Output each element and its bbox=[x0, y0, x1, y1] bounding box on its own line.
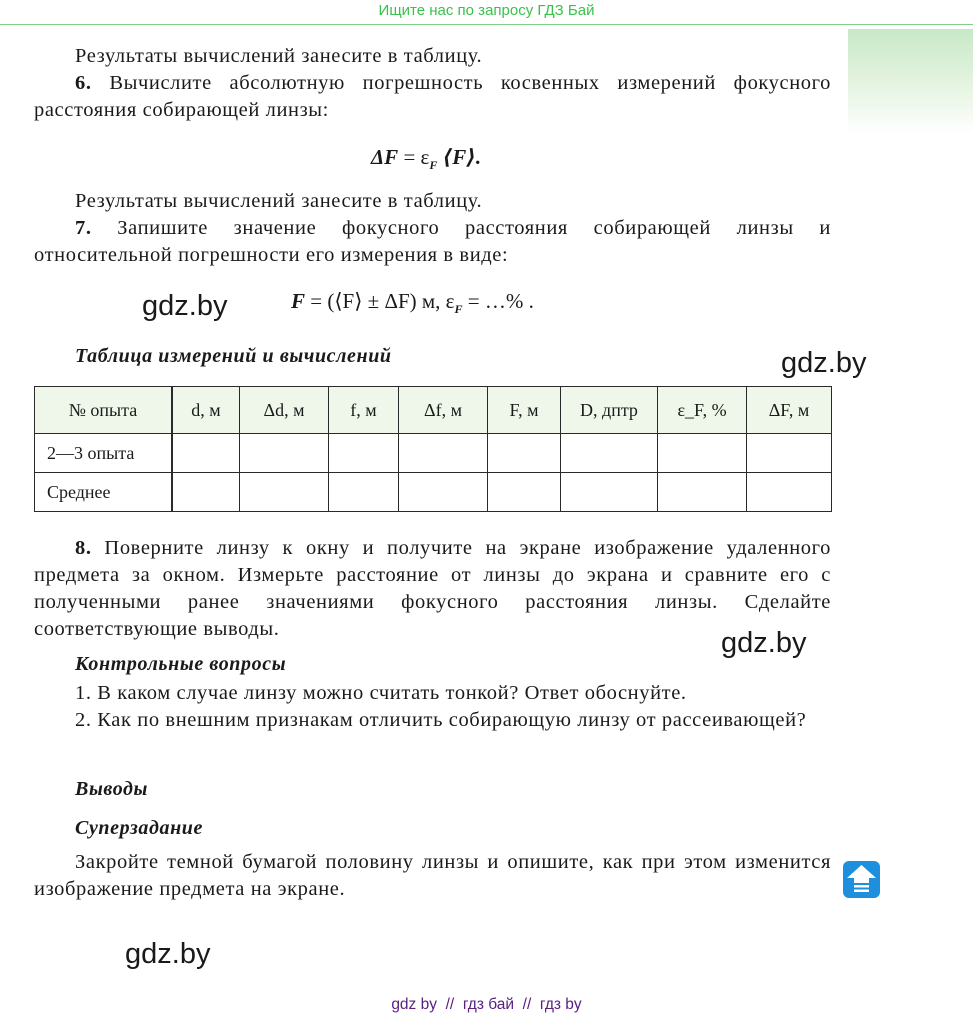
formula-sub: F bbox=[454, 302, 463, 316]
side-decoration bbox=[848, 29, 973, 134]
scroll-up-button[interactable] bbox=[843, 861, 880, 898]
table-cell[interactable] bbox=[658, 434, 747, 473]
watermark: gdz.by bbox=[125, 938, 211, 970]
table-cell[interactable] bbox=[329, 434, 399, 473]
step-text: Запишите значение фокусного расстояния собирающей линзы и относительной погрешности его измерения в виде: bbox=[34, 217, 831, 266]
table-header-row bbox=[35, 387, 832, 434]
table-cell[interactable] bbox=[172, 473, 240, 512]
table-cell[interactable] bbox=[240, 434, 329, 473]
header-cell: d, м bbox=[172, 387, 240, 434]
header-cell: ΔF, м bbox=[747, 387, 832, 434]
step-number: 7. bbox=[75, 217, 92, 239]
table-cell[interactable] bbox=[488, 473, 561, 512]
table-cell[interactable] bbox=[172, 434, 240, 473]
formula-rhs: ⟨F⟩. bbox=[437, 145, 482, 169]
formula-lhs: F bbox=[291, 289, 306, 313]
table-cell[interactable] bbox=[488, 434, 561, 473]
table-cell[interactable] bbox=[658, 473, 747, 512]
table-cell[interactable] bbox=[240, 473, 329, 512]
paragraph-step-8 bbox=[34, 535, 831, 643]
header-cell: F, м bbox=[488, 387, 561, 434]
paragraph-results-1: Результаты вычислений занесите в таблицу. bbox=[75, 45, 483, 67]
control-questions-title: Контрольные вопросы bbox=[75, 653, 287, 675]
table-row bbox=[35, 434, 832, 473]
formula-result bbox=[291, 289, 534, 317]
paragraph-step-7 bbox=[34, 215, 831, 269]
question-number: 1. bbox=[75, 682, 92, 704]
formula-rhs: = …% . bbox=[462, 289, 534, 313]
conclusions-title: Выводы bbox=[75, 778, 149, 800]
table-cell[interactable] bbox=[399, 473, 488, 512]
header-cell: f, м bbox=[329, 387, 399, 434]
formula-sub: F bbox=[429, 158, 438, 172]
table-cell[interactable] bbox=[561, 473, 658, 512]
paragraph-results-2: Результаты вычислений занесите в таблицу. bbox=[75, 190, 483, 212]
table-cell[interactable] bbox=[561, 434, 658, 473]
table-cell[interactable] bbox=[329, 473, 399, 512]
table-cell[interactable] bbox=[747, 473, 832, 512]
question-text: В каком случае линзу можно считать тонкой? Ответ обоснуйте. bbox=[91, 682, 687, 704]
formula-absolute-error bbox=[371, 144, 481, 173]
table-cell[interactable] bbox=[399, 434, 488, 473]
header-cell: ε_F, % bbox=[658, 387, 747, 434]
table-row bbox=[35, 473, 832, 512]
watermark: gdz.by bbox=[781, 347, 867, 379]
paragraph-step-6 bbox=[34, 70, 831, 124]
question-number: 2. bbox=[75, 709, 92, 731]
formula-lhs: ΔF bbox=[371, 145, 399, 169]
question-2 bbox=[34, 707, 831, 734]
measurements-table bbox=[34, 386, 832, 512]
header-cell: Δf, м bbox=[399, 387, 488, 434]
arrow-up-icon bbox=[843, 861, 880, 898]
header-cell: № опыта bbox=[35, 387, 173, 434]
watermark: gdz.by bbox=[721, 627, 807, 659]
header-cell: Δd, м bbox=[240, 387, 329, 434]
row-label: Среднее bbox=[35, 473, 173, 512]
row-label: 2—3 опыта bbox=[35, 434, 173, 473]
question-1 bbox=[34, 680, 831, 707]
question-text: Как по внешним признакам отличить собирающую линзу от рассеивающей? bbox=[91, 709, 807, 731]
table-title: Таблица измерений и вычислений bbox=[75, 345, 392, 367]
supertask-title: Суперзадание bbox=[75, 817, 203, 839]
step-text: Поверните линзу к окну и получите на экране изображение удаленного предмета за окном. Измерьте расстояние от линзы до экрана и сравните его с полученными ранее значениями фокусного расстояния линзы. Сделайте соответствующие выводы. bbox=[34, 537, 831, 640]
footer-links[interactable]: gdz by // гдз бай // гдз by bbox=[391, 996, 582, 1013]
top-banner[interactable]: Ищите нас по запросу ГДЗ Бай bbox=[0, 0, 973, 25]
formula-eq: = (⟨F⟩ ± ΔF) м, ε bbox=[305, 289, 455, 313]
step-text: Вычислите абсолютную погрешность косвенных измерений фокусного расстояния собирающей линзы: bbox=[34, 72, 831, 121]
step-number: 6. bbox=[75, 72, 92, 94]
watermark: gdz.by bbox=[142, 290, 228, 322]
supertask-text: Закройте темной бумагой половину линзы и опишите, как при этом изменится изображение предмета на экране. bbox=[34, 851, 831, 900]
step-number: 8. bbox=[75, 537, 92, 559]
table-cell[interactable] bbox=[747, 434, 832, 473]
header-cell: D, дптр bbox=[561, 387, 658, 434]
formula-eq: = ε bbox=[398, 145, 430, 169]
